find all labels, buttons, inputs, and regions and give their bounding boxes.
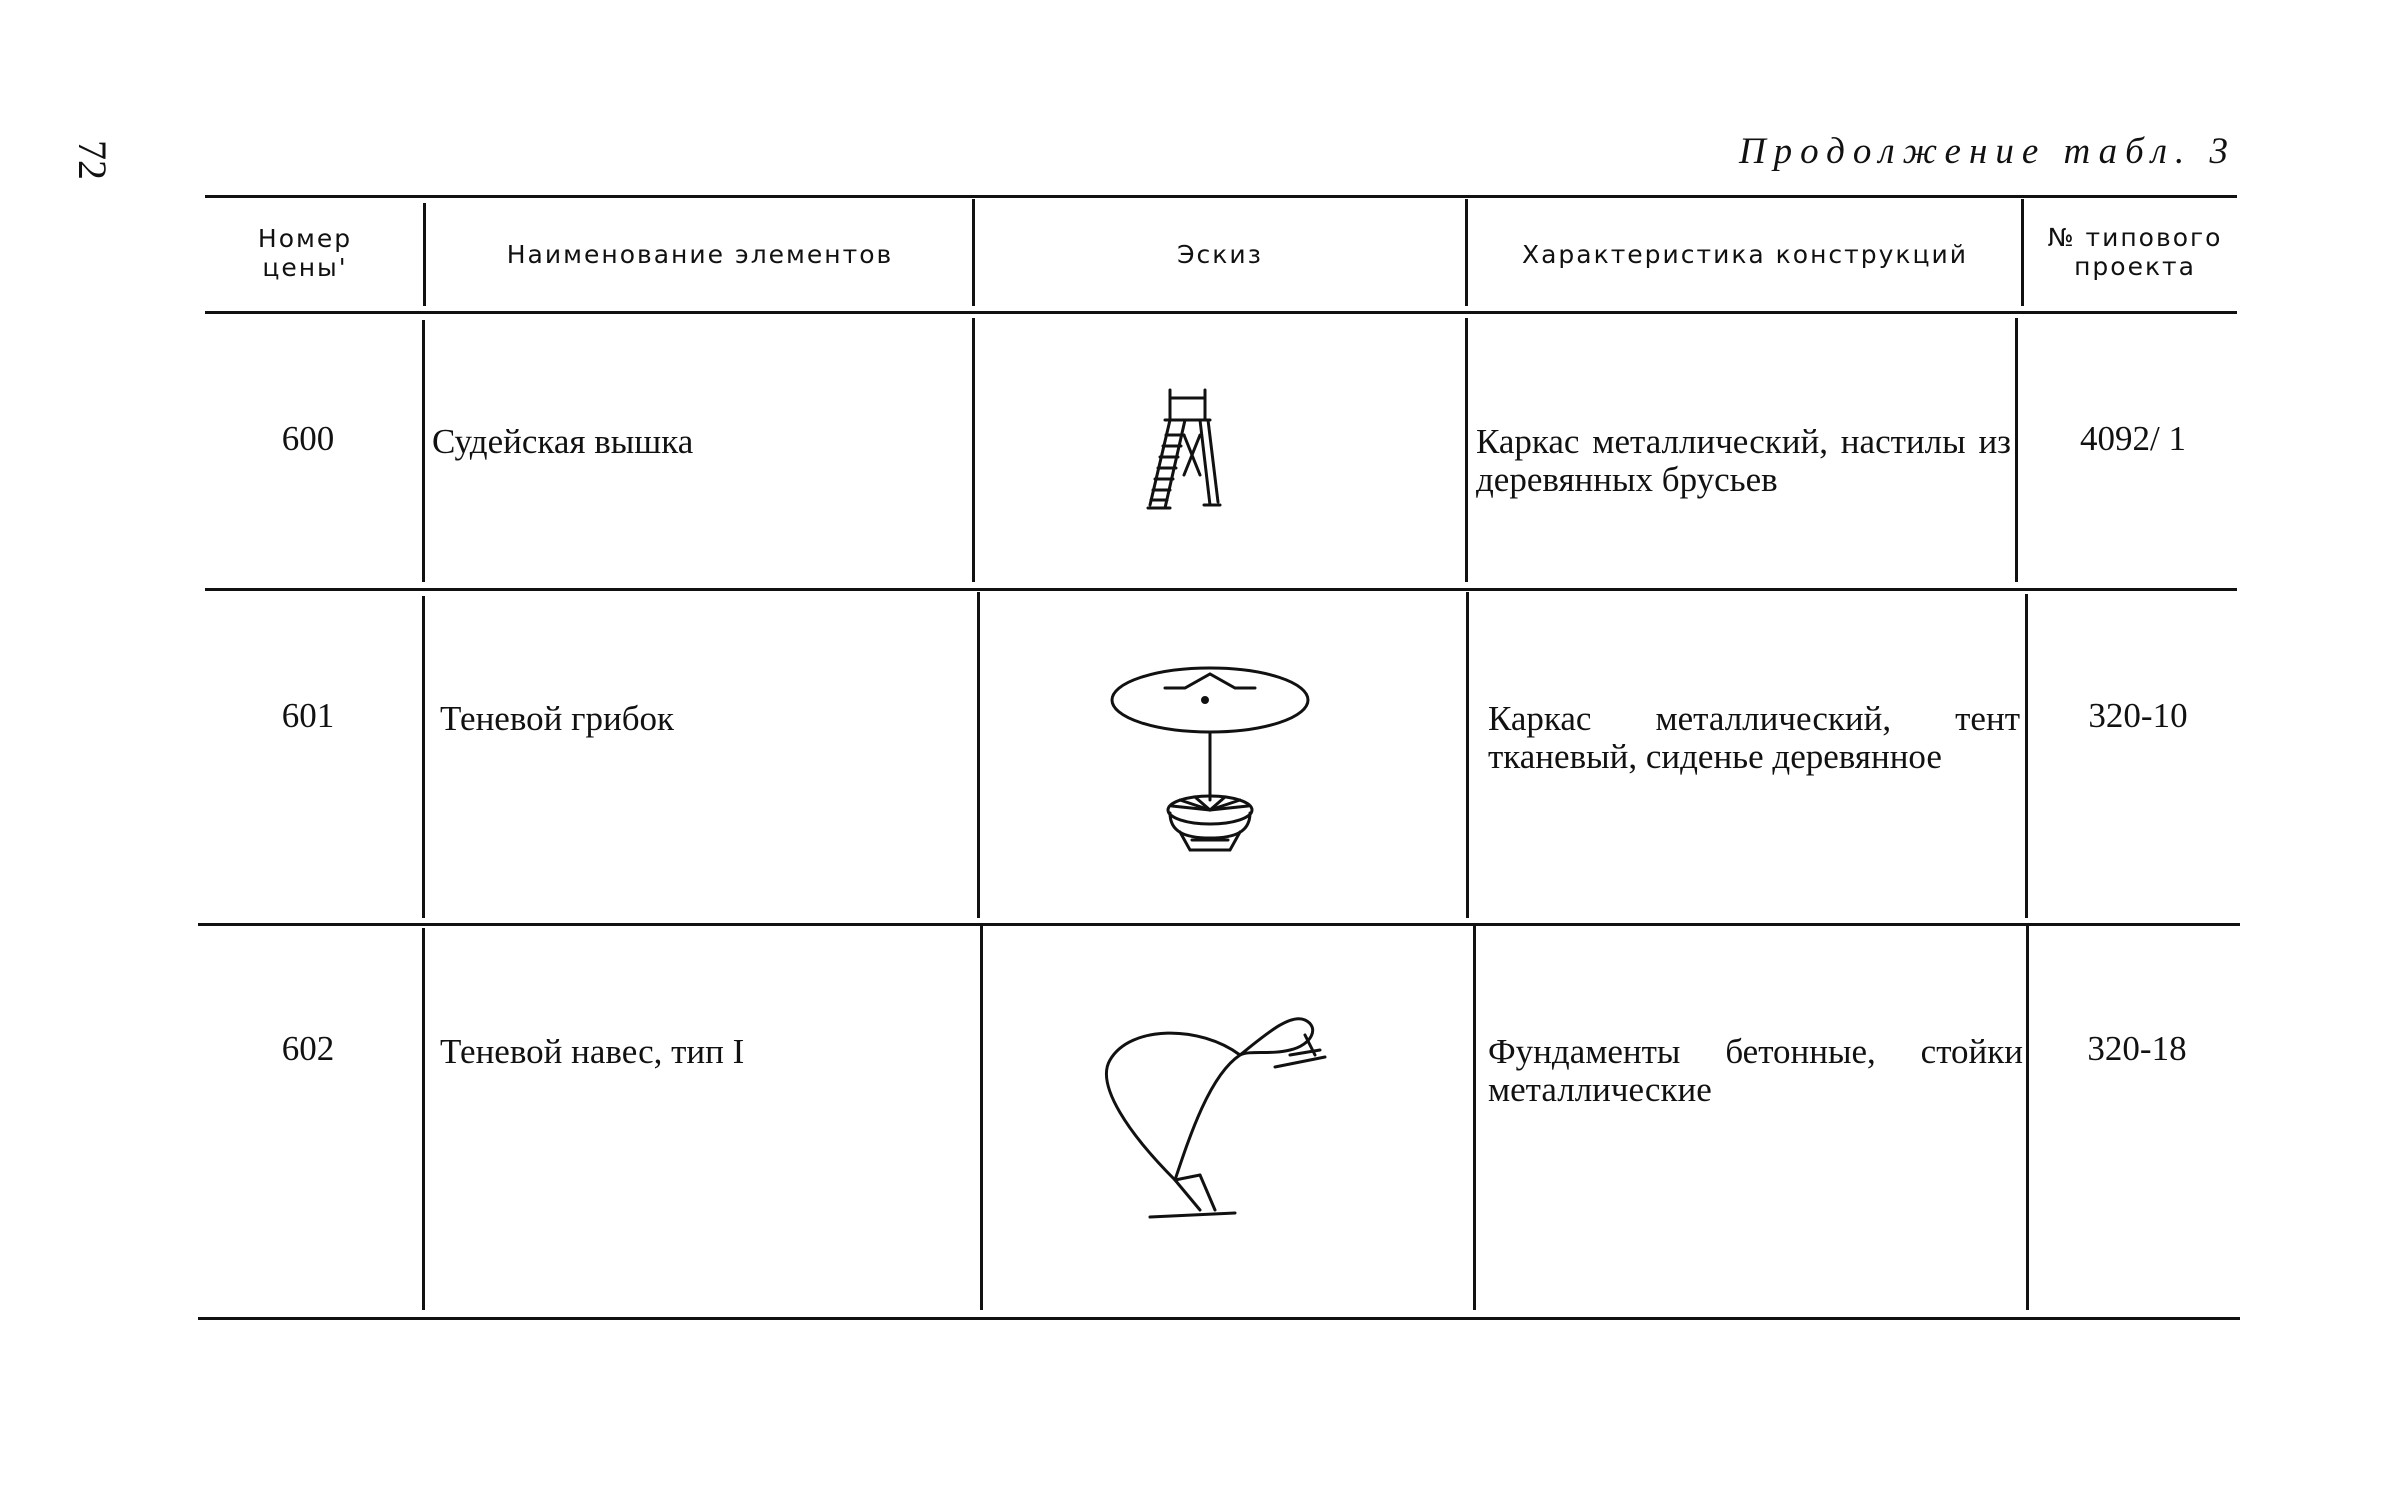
column-divider (2026, 924, 2029, 1310)
row-characteristics: Каркас металлический, настилы из деревянных брусьев (1476, 422, 2011, 499)
column-divider (972, 199, 975, 306)
shade-canopy-icon (1090, 1005, 1340, 1235)
row-name: Теневой навес, тип I (440, 1032, 745, 1071)
column-divider (972, 318, 975, 582)
header-project: № типового проекта (2047, 223, 2223, 281)
column-divider (977, 592, 980, 918)
header-name: Наименование элементов (506, 240, 894, 269)
row-characteristics: Фундаменты бетонные, стойки металлические (1488, 1032, 2023, 1109)
judge-tower-icon (1140, 380, 1240, 520)
row-number: 601 (281, 696, 335, 735)
shade-mushroom-icon (1100, 660, 1320, 860)
table-continuation-label: Продолжение табл. 3 (1738, 131, 2236, 172)
column-divider (1465, 318, 1468, 582)
page-number: 72 (70, 140, 115, 180)
column-divider (1473, 924, 1476, 1310)
row-characteristics: Каркас металлический, тент тканевый, сиденье деревянное (1488, 699, 2020, 776)
row-name: Судейская вышка (432, 422, 694, 461)
row-project-number: 320-10 (2088, 696, 2188, 735)
row-project-number: 4092/ 1 (2080, 419, 2186, 458)
header-sketch: Эскиз (1177, 240, 1263, 269)
header-bottom-rule (205, 311, 2237, 314)
row-number: 602 (281, 1029, 335, 1068)
column-divider (1466, 592, 1469, 918)
header-characteristics: Характеристика конструкций (1521, 240, 1969, 269)
column-divider (422, 596, 425, 918)
header-number: Номер цены' (257, 224, 353, 282)
column-divider (2025, 594, 2028, 918)
column-divider (422, 928, 425, 1310)
table-bottom-rule (198, 1317, 2240, 1320)
table-top-rule (205, 195, 2237, 198)
column-divider (423, 203, 426, 306)
row-divider (198, 923, 2240, 926)
row-name: Теневой грибок (440, 699, 675, 738)
row-divider (205, 588, 2237, 591)
column-divider (2021, 199, 2024, 306)
column-divider (980, 924, 983, 1310)
column-divider (1465, 199, 1468, 306)
column-divider (422, 320, 425, 582)
row-number: 600 (281, 419, 335, 458)
column-divider (2015, 318, 2018, 582)
row-project-number: 320-18 (2087, 1029, 2187, 1068)
